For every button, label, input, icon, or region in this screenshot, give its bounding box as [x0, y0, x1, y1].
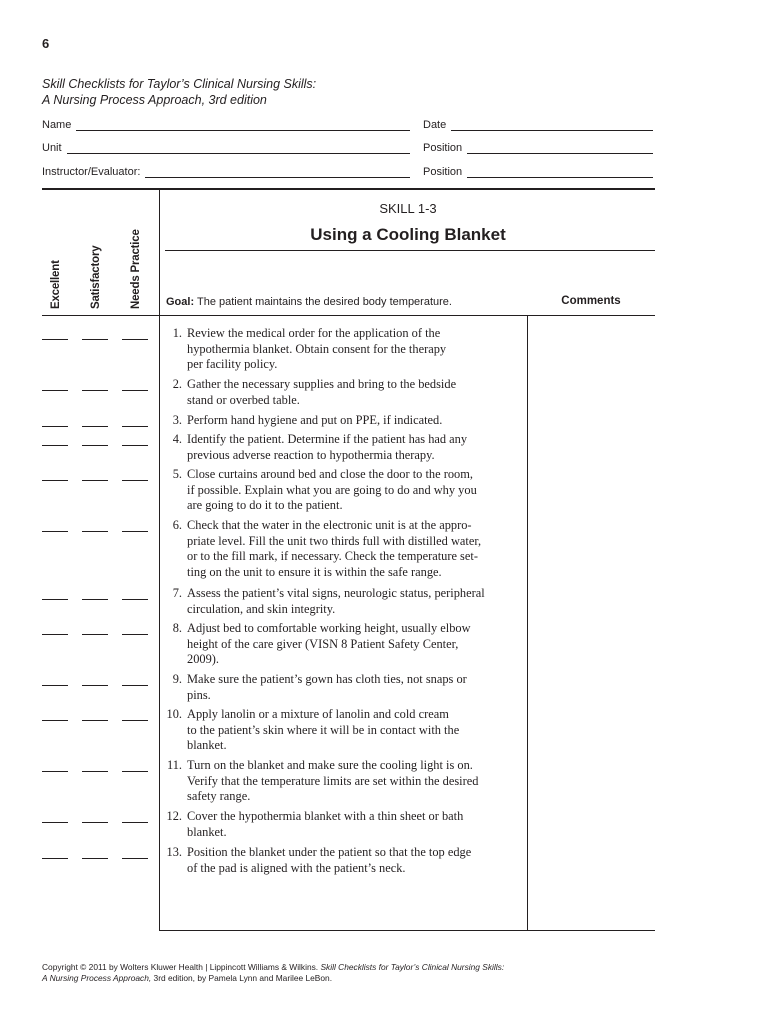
page-number: 6: [42, 36, 50, 51]
step-text-line: pins.: [187, 687, 211, 702]
table-bottom: [159, 930, 655, 931]
step-number: 13.: [166, 845, 182, 859]
position-field-1[interactable]: [423, 138, 653, 154]
rating-blank-satisfactory[interactable]: [82, 531, 108, 532]
rating-column-divider: [159, 190, 160, 930]
step-text: [187, 467, 527, 514]
step-text: [187, 432, 527, 463]
rating-blank-satisfactory[interactable]: [82, 720, 108, 721]
skill-number: SKILL 1-3: [379, 201, 437, 216]
step-text-line: Cover the hypothermia blanket with a thin sheet or bath: [187, 809, 464, 823]
position-line-1[interactable]: [467, 141, 653, 154]
step-text-line: Review the medical order for the application of the: [187, 326, 441, 340]
rating-blank-excellent[interactable]: [42, 531, 68, 532]
rating-blank-needs-practice[interactable]: [122, 685, 148, 686]
step-text-line: circulation, and skin integrity.: [187, 601, 336, 616]
footer-line-2: [42, 973, 662, 984]
rating-blank-excellent[interactable]: [42, 685, 68, 686]
step-number: 12.: [166, 809, 182, 823]
step-text-line: Check that the water in the electronic unit is at the appro-: [187, 518, 472, 532]
goal-text: The patient maintains the desired body temperature.: [194, 296, 452, 308]
step-text: [187, 845, 527, 876]
step-text-line: Identify the patient. Determine if the patient has had any: [187, 432, 468, 446]
rating-blank-needs-practice[interactable]: [122, 445, 148, 446]
step-text-line: are going to do it to the patient.: [187, 498, 343, 513]
step-number: 4.: [172, 432, 182, 446]
step-text: [187, 672, 527, 703]
step-text-line: previous adverse reaction to hypothermia therapy.: [187, 447, 435, 462]
step-text-line: Position the blanket under the patient so that the top edge: [187, 845, 472, 859]
book-title-line-1: Skill Checklists for Taylor’s Clinical Nursing Skills:: [42, 77, 317, 91]
footer-copyright: Copyright © 2011 by Wolters Kluwer Health | Lippincott Williams & Wilkins.: [42, 962, 321, 972]
footer-book-title: Skill Checklists for Taylor’s Clinical Nursing Skills:: [320, 962, 505, 972]
step-text-line: Verify that the temperature limits are set within the desired: [187, 773, 479, 788]
rating-blank-excellent[interactable]: [42, 426, 68, 427]
rating-blank-needs-practice[interactable]: [122, 599, 148, 600]
position-line-2[interactable]: [467, 165, 653, 178]
rating-blank-satisfactory[interactable]: [82, 445, 108, 446]
position-label-2: Position: [423, 166, 463, 178]
step-text-line: Apply lanolin or a mixture of lanolin and cold cream: [187, 707, 449, 721]
rating-blank-satisfactory[interactable]: [82, 858, 108, 859]
step-text-line: per facility policy.: [187, 357, 278, 372]
rating-blank-satisfactory[interactable]: [82, 771, 108, 772]
step-number: 2.: [172, 377, 182, 391]
step-text-line: Make sure the patient’s gown has cloth ties, not snaps or: [187, 672, 467, 686]
step-text-line: blanket.: [187, 738, 227, 753]
skill-title: Using a Cooling Blanket: [310, 225, 506, 244]
rating-blank-satisfactory[interactable]: [82, 822, 108, 823]
unit-label: Unit: [42, 142, 62, 154]
rating-blank-excellent[interactable]: [42, 634, 68, 635]
step-number: 5.: [172, 467, 182, 481]
rating-blank-satisfactory[interactable]: [82, 390, 108, 391]
rating-blank-needs-practice[interactable]: [122, 720, 148, 721]
rating-blank-excellent[interactable]: [42, 480, 68, 481]
step-text: [187, 326, 527, 373]
step-text: [187, 707, 527, 754]
step-text-line: 2009).: [187, 652, 220, 667]
goal-row-bottom: [42, 315, 655, 316]
book-title-line-2: A Nursing Process Approach, 3rd edition: [42, 93, 267, 107]
footer-authors: 3rd edition, by Pamela Lynn and Marilee LeBon.: [151, 973, 333, 983]
step-number: 8.: [172, 621, 182, 635]
step-text-line: Turn on the blanket and make sure the cooling light is on.: [187, 758, 473, 772]
unit-line[interactable]: [67, 141, 410, 154]
step-text-line: hypothermia blanket. Obtain consent for the therapy: [187, 341, 447, 356]
rating-blank-satisfactory[interactable]: [82, 339, 108, 340]
step-text: [187, 586, 527, 617]
step-text: [187, 377, 527, 408]
rating-blank-excellent[interactable]: [42, 858, 68, 859]
position-field-2[interactable]: [423, 162, 653, 178]
rating-blank-excellent[interactable]: [42, 720, 68, 721]
step-text: [187, 758, 527, 805]
rating-blank-satisfactory[interactable]: [82, 599, 108, 600]
step-text-line: priate level. Fill the unit two thirds full with distilled water,: [187, 533, 482, 548]
step-text-line: Adjust bed to comfortable working height, usually elbow: [187, 621, 471, 635]
step-text-line: Assess the patient’s vital signs, neurologic status, peripheral: [187, 586, 485, 600]
name-field[interactable]: [42, 115, 410, 131]
rating-blank-excellent[interactable]: [42, 445, 68, 446]
step-number: 7.: [172, 586, 182, 600]
step-text-line: stand or overbed table.: [187, 392, 300, 407]
rating-blank-satisfactory[interactable]: [82, 426, 108, 427]
step-text-line: safety range.: [187, 789, 251, 804]
rating-header-satisfactory: Satisfactory: [90, 245, 102, 309]
step-number: 11.: [166, 758, 182, 772]
rating-blank-needs-practice[interactable]: [122, 339, 148, 340]
footer-book-subtitle: A Nursing Process Approach,: [42, 973, 152, 983]
instructor-label: Instructor/Evaluator:: [42, 166, 141, 178]
header-divider: [42, 188, 655, 190]
step-text-line: of the pad is aligned with the patient’s neck.: [187, 860, 406, 875]
date-line[interactable]: [451, 118, 653, 131]
rating-blank-excellent[interactable]: [42, 771, 68, 772]
step-text-line: or to the fill mark, if necessary. Check the temperature set-: [187, 549, 478, 564]
instructor-field[interactable]: [42, 162, 410, 178]
rating-blank-excellent[interactable]: [42, 390, 68, 391]
rating-blank-needs-practice[interactable]: [122, 390, 148, 391]
rating-blank-needs-practice[interactable]: [122, 858, 148, 859]
rating-blank-satisfactory[interactable]: [82, 634, 108, 635]
comments-column-divider: [527, 315, 528, 930]
step-text-line: ting on the unit to ensure it is within the safe range.: [187, 564, 442, 579]
comments-header: Comments: [561, 295, 621, 307]
rating-blank-needs-practice[interactable]: [122, 634, 148, 635]
step-text: [187, 621, 527, 668]
goal-label: Goal:: [166, 296, 195, 308]
rating-blank-needs-practice[interactable]: [122, 480, 148, 481]
step-text: [187, 809, 527, 840]
step-number: 1.: [172, 326, 182, 340]
step-number: 9.: [172, 672, 182, 686]
step-text-line: height of the care giver (VISN 8 Patient Safety Center,: [187, 636, 459, 651]
step-number: 3.: [172, 413, 182, 427]
rating-blank-needs-practice[interactable]: [122, 531, 148, 532]
rating-blank-satisfactory[interactable]: [82, 685, 108, 686]
step-number: 10.: [166, 707, 182, 721]
rating-blank-excellent[interactable]: [42, 822, 68, 823]
step-text-line: if possible. Explain what you are going to do and why you: [187, 482, 477, 497]
rating-blank-excellent[interactable]: [42, 599, 68, 600]
position-label-1: Position: [423, 142, 463, 154]
date-field[interactable]: [423, 115, 653, 131]
unit-field[interactable]: [42, 138, 410, 154]
copyright-footer: [42, 962, 662, 984]
step-text-line: to the patient’s skin where it will be in contact with the: [187, 722, 460, 737]
footer-line-1: [42, 962, 662, 973]
rating-blank-needs-practice[interactable]: [122, 771, 148, 772]
rating-header-needs-practice: Needs Practice: [130, 229, 142, 309]
rating-blank-satisfactory[interactable]: [82, 480, 108, 481]
goal-statement: [166, 296, 452, 308]
rating-header-excellent: Excellent: [50, 260, 62, 309]
rating-blank-needs-practice[interactable]: [122, 426, 148, 427]
step-text: [187, 413, 527, 429]
date-label: Date: [423, 119, 447, 131]
step-text-line: blanket.: [187, 824, 227, 839]
book-title: [42, 76, 316, 108]
name-line[interactable]: [76, 118, 410, 131]
step-text-line: Gather the necessary supplies and bring to the bedside: [187, 377, 457, 391]
rating-blank-needs-practice[interactable]: [122, 822, 148, 823]
name-label: Name: [42, 119, 72, 131]
rating-blank-excellent[interactable]: [42, 339, 68, 340]
step-text: [187, 518, 527, 580]
step-text-line: Perform hand hygiene and put on PPE, if indicated.: [187, 413, 443, 427]
title-underline: [165, 250, 655, 251]
step-number: 6.: [172, 518, 182, 532]
step-text-line: Close curtains around bed and close the door to the room,: [187, 467, 473, 481]
instructor-line[interactable]: [145, 165, 410, 178]
